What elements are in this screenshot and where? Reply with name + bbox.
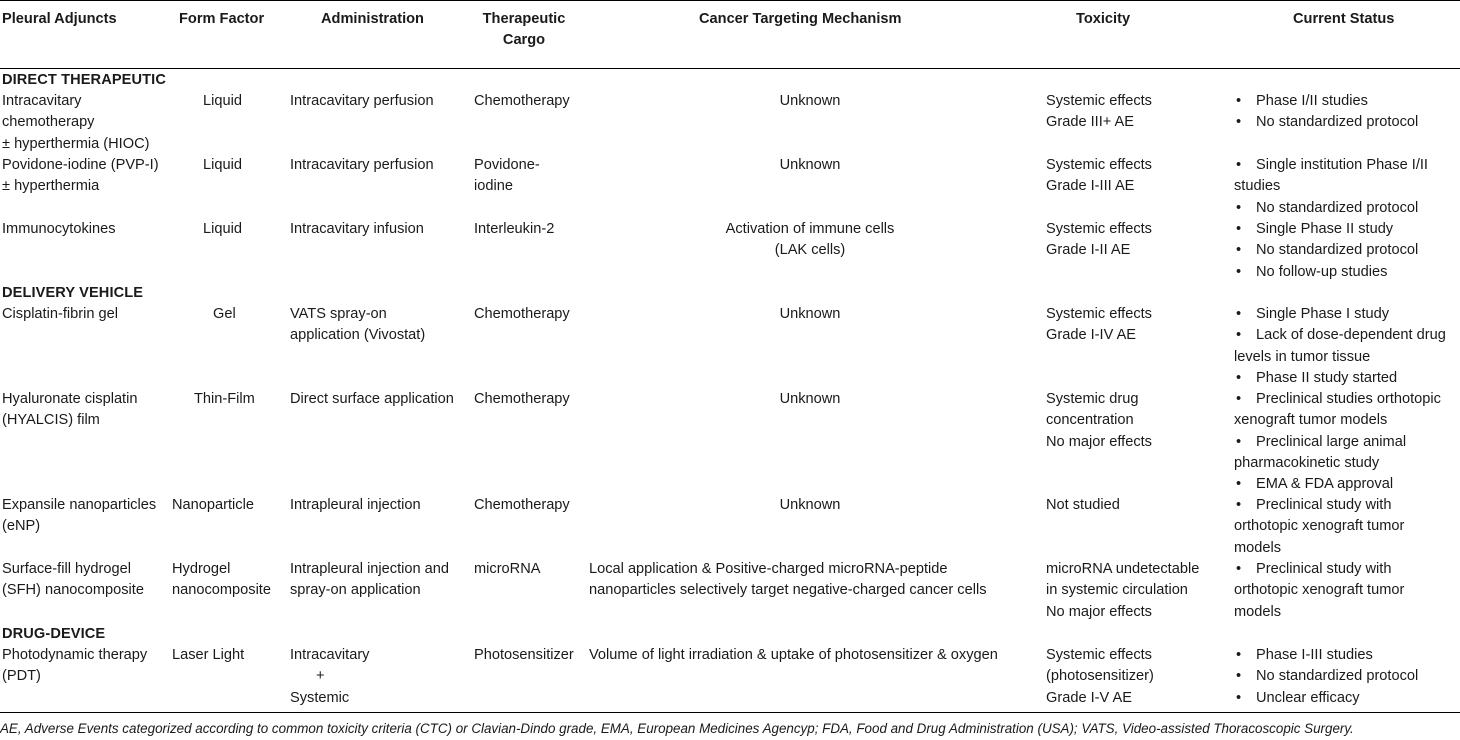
status-bullet-item: • Phase I-III studies: [1236, 645, 1460, 666]
header-administration: Administration: [321, 11, 424, 27]
row8-adjunct-line: Photodynamic therapy: [2, 647, 148, 663]
row5-adjunct: [2, 389, 137, 432]
status-bullet-item: • No standardized protocol: [1236, 198, 1460, 219]
section-delivery-vehicle: DELIVERY VEHICLE: [2, 285, 144, 301]
status-bullet-item: • Phase I/II studies: [1236, 91, 1460, 112]
row8-adjunct-line: (PDT): [2, 668, 41, 685]
row5-adjunct-line: Hyaluronate cisplatin: [2, 391, 138, 407]
row3-status: [1236, 219, 1460, 283]
row2-status: [1236, 155, 1460, 219]
row7-admin: [290, 559, 449, 602]
status-bullet-item: • Lack of dose-dependent drug: [1236, 325, 1460, 346]
status-bullet-item: • Preclinical study with: [1236, 559, 1460, 580]
row1-admin: Intracavitary perfusion: [290, 93, 434, 109]
row8-toxicity-line: Systemic effects: [1046, 647, 1152, 663]
status-bullet-item: • Unclear efficacy: [1236, 688, 1460, 709]
status-bullet-continuation: xenograft tumor models: [1234, 412, 1388, 429]
row4-toxicity-line: Systemic effects: [1046, 306, 1152, 322]
status-bullet-item: • EMA & FDA approval: [1236, 474, 1460, 495]
row7-form-line: Hydrogel: [172, 561, 231, 577]
row3-adjunct: Immunocytokines: [2, 221, 116, 237]
row4-status: [1236, 304, 1460, 389]
row4-admin: [290, 304, 425, 347]
status-bullet-item: • Preclinical studies orthotopic: [1236, 389, 1460, 410]
row2-admin: Intracavitary perfusion: [290, 157, 434, 173]
row3-toxicity: [1046, 219, 1152, 262]
row4-adjunct: Cisplatin-fibrin gel: [2, 306, 118, 322]
row2-adjunct-line: Povidone-iodine (PVP-I): [2, 157, 159, 173]
row6-admin: Intrapleural injection: [290, 497, 421, 513]
row2-cargo-line: Povidone-: [474, 157, 540, 173]
row6-status: [1236, 495, 1460, 559]
row7-mechanism: [589, 559, 987, 602]
row6-toxicity: Not studied: [1046, 497, 1120, 513]
status-bullet-item: • Single Phase II study: [1236, 219, 1460, 240]
row8-toxicity-line: (photosensitizer): [1046, 668, 1154, 685]
row1-adjunct-line: ± hyperthermia (HIOC): [2, 135, 150, 152]
row1-toxicity-line: Systemic effects: [1046, 93, 1152, 109]
row3-mechanism: [590, 219, 1030, 262]
row2-adjunct: [2, 155, 159, 198]
row3-form: Liquid: [203, 221, 242, 237]
row5-toxicity-line: No major effects: [1046, 433, 1152, 450]
status-bullet-continuation: orthotopic xenograft tumor: [1234, 518, 1405, 535]
row1-form: Liquid: [203, 93, 242, 109]
status-bullet-item: • No standardized protocol: [1236, 112, 1460, 133]
header-pleural-adjuncts: Pleural Adjuncts: [2, 11, 117, 27]
row2-cargo: [474, 155, 540, 198]
row4-admin-line: application (Vivostat): [290, 327, 426, 344]
row7-form: [172, 559, 271, 602]
row8-toxicity-line: Grade I-V AE: [1046, 689, 1132, 706]
row8-cargo: Photosensitizer: [474, 647, 574, 663]
row8-admin-line: Intracavitary: [290, 647, 370, 663]
row1-status: [1236, 91, 1460, 134]
row4-form: Gel: [213, 306, 236, 322]
row3-cargo: Interleukin-2: [474, 221, 555, 237]
row7-toxicity: [1046, 559, 1199, 623]
row7-adjunct-line: (SFH) nanocomposite: [2, 582, 144, 599]
header-rule: [0, 68, 1460, 69]
row1-mechanism: Unknown: [779, 93, 841, 109]
row8-admin-line: Systemic: [290, 689, 350, 706]
row2-adjunct-line: ± hyperthermia: [2, 178, 100, 195]
row5-adjunct-line: (HYALCIS) film: [2, 412, 100, 429]
row1-adjunct-line: Intracavitary: [2, 93, 82, 109]
row5-toxicity-line: concentration: [1046, 412, 1134, 429]
status-bullet-item: • No follow-up studies: [1236, 262, 1460, 283]
row3-toxicity-line: Systemic effects: [1046, 221, 1152, 237]
status-bullet-item: • Phase II study started: [1236, 368, 1460, 389]
header-toxicity: Toxicity: [1076, 11, 1131, 27]
table-footnote: AE, Adverse Events categorized according to common toxicity criteria (CTC) or Clavian-Dindo grade, EMA, European Medicines Agencyp; FDA, Food and Drug Administration (USA); VATS, Video-assisted Thoracoscopic Surgery.: [0, 721, 1354, 736]
row6-adjunct-line: (eNP): [2, 518, 41, 535]
row4-toxicity: [1046, 304, 1152, 347]
row4-mechanism: Unknown: [779, 306, 841, 322]
row8-admin: [290, 645, 369, 709]
table-top-rule: [0, 0, 1460, 1]
row7-cargo: microRNA: [474, 561, 541, 577]
row4-admin-line: VATS spray-on: [290, 306, 387, 322]
status-bullet-item: • No standardized protocol: [1236, 240, 1460, 261]
row8-adjunct: [2, 645, 147, 688]
status-bullet-continuation: models: [1234, 539, 1282, 556]
row2-form: Liquid: [203, 157, 242, 173]
row4-toxicity-line: Grade I-IV AE: [1046, 327, 1137, 344]
row1-adjunct-line: chemotherapy: [2, 114, 95, 131]
row5-mechanism: Unknown: [779, 391, 841, 407]
status-bullet-continuation: studies: [1234, 178, 1281, 195]
row1-toxicity: [1046, 91, 1152, 134]
row7-mechanism-line: nanoparticles selectively target negative-charged cancer cells: [589, 582, 987, 599]
row6-cargo: Chemotherapy: [474, 497, 570, 513]
row8-admin-line: +: [316, 668, 325, 685]
header-therapeutic-cargo-line1: Therapeutic: [482, 11, 566, 27]
row6-mechanism: Unknown: [779, 497, 841, 513]
status-bullet-item: • Preclinical large animal: [1236, 432, 1460, 453]
row8-form: Laser Light: [172, 647, 245, 663]
section-direct-therapeutic: DIRECT THERAPEUTIC: [2, 72, 166, 88]
row8-status: [1236, 645, 1460, 709]
status-bullet-item: • Single institution Phase I/II: [1236, 155, 1460, 176]
header-therapeutic-cargo-line2: Cargo: [502, 32, 546, 48]
row2-toxicity-line: Grade I-III AE: [1046, 178, 1135, 195]
row2-mechanism: Unknown: [779, 157, 841, 173]
status-bullet-item: • Preclinical study with: [1236, 495, 1460, 516]
row2-toxicity-line: Systemic effects: [1046, 157, 1152, 173]
row5-form: Thin-Film: [194, 391, 255, 407]
row5-toxicity-line: Systemic drug: [1046, 391, 1139, 407]
section-drug-device: DRUG-DEVICE: [2, 626, 106, 642]
row2-toxicity: [1046, 155, 1152, 198]
row5-toxicity: [1046, 389, 1152, 453]
status-bullet-continuation: pharmacokinetic study: [1234, 454, 1380, 471]
row3-toxicity-line: Grade I-II AE: [1046, 242, 1131, 259]
row6-adjunct-line: Expansile nanoparticles: [2, 497, 157, 513]
row7-toxicity-line: No major effects: [1046, 603, 1152, 620]
row8-mechanism: Volume of light irradiation & uptake of photosensitizer & oxygen: [589, 647, 998, 663]
row1-cargo: Chemotherapy: [474, 93, 570, 109]
row3-admin: Intracavitary infusion: [290, 221, 424, 237]
row8-toxicity: [1046, 645, 1154, 709]
row6-adjunct: [2, 495, 156, 538]
row3-mechanism-line: (LAK cells): [774, 242, 846, 259]
row5-cargo: Chemotherapy: [474, 391, 570, 407]
row7-form-line: nanocomposite: [172, 582, 271, 599]
header-form-factor: Form Factor: [179, 11, 265, 27]
row7-adjunct: [2, 559, 144, 602]
row6-form: Nanoparticle: [172, 497, 254, 513]
row7-toxicity-line: in systemic circulation: [1046, 582, 1188, 599]
row7-toxicity-line: microRNA undetectable: [1046, 561, 1200, 577]
status-bullet-continuation: models: [1234, 603, 1282, 620]
header-current-status: Current Status: [1293, 11, 1395, 27]
row7-adjunct-line: Surface-fill hydrogel: [2, 561, 131, 577]
row7-status: [1236, 559, 1460, 623]
row5-status: [1236, 389, 1460, 495]
row1-adjunct: [2, 91, 150, 155]
status-bullet-continuation: levels in tumor tissue: [1234, 348, 1371, 365]
row4-cargo: Chemotherapy: [474, 306, 570, 322]
header-therapeutic-cargo: [476, 9, 572, 51]
row7-admin-line: Intrapleural injection and: [290, 561, 450, 577]
row1-toxicity-line: Grade III+ AE: [1046, 114, 1135, 131]
table-bottom-rule: [0, 712, 1460, 713]
row5-admin: Direct surface application: [290, 391, 454, 407]
row3-mechanism-line: Activation of immune cells: [725, 221, 895, 237]
row7-admin-line: spray-on application: [290, 582, 421, 599]
status-bullet-continuation: orthotopic xenograft tumor: [1234, 582, 1405, 599]
row2-cargo-line: iodine: [474, 178, 513, 195]
status-bullet-item: • No standardized protocol: [1236, 666, 1460, 687]
row7-mechanism-line: Local application & Positive-charged microRNA-peptide: [589, 561, 948, 577]
header-cancer-targeting-mechanism: Cancer Targeting Mechanism: [699, 11, 902, 27]
status-bullet-item: • Single Phase I study: [1236, 304, 1460, 325]
